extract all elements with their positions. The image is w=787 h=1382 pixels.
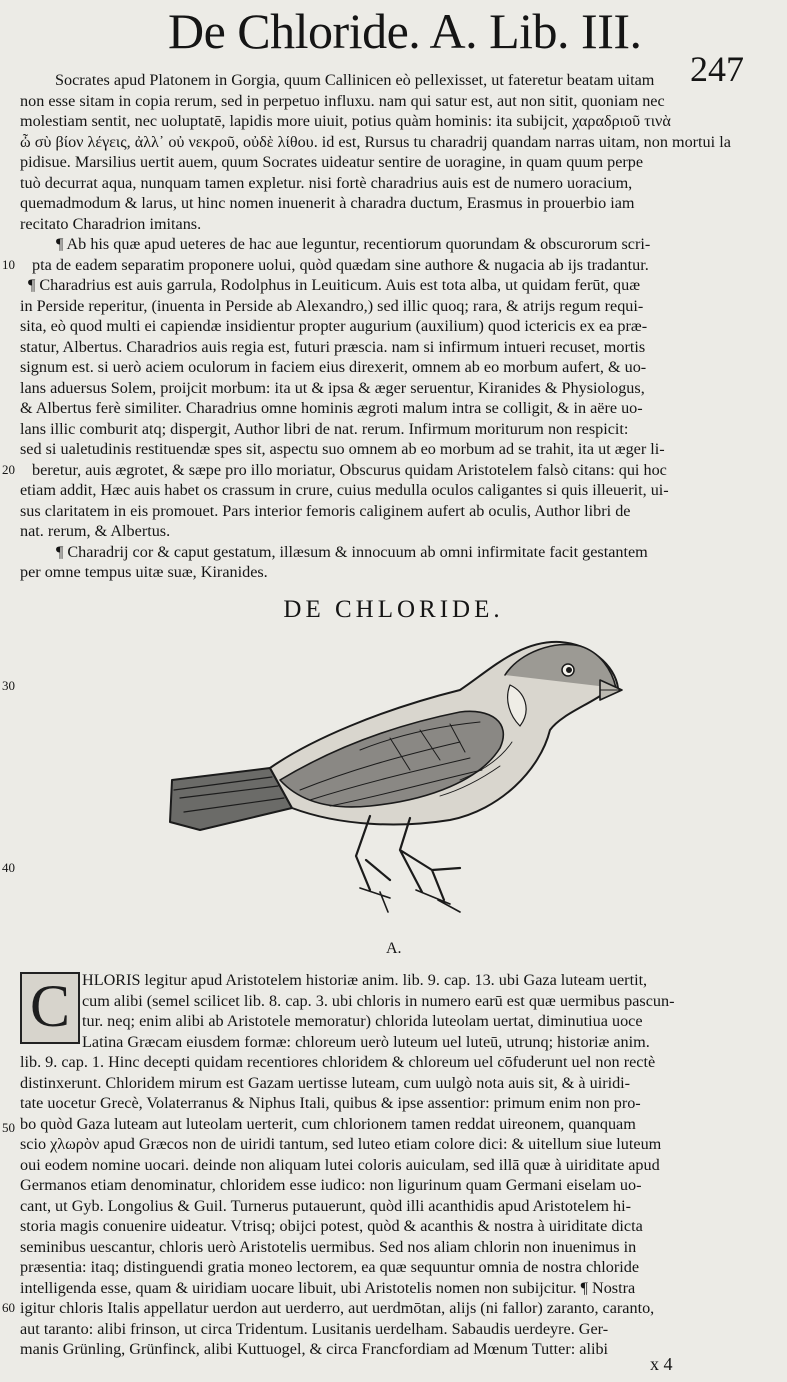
text-line: nat. rerum, & Albertus.	[20, 522, 171, 540]
figure-caption: A.	[386, 940, 402, 957]
text-line: aut taranto: alibi frinson, ut circa Tridentum. Lusitanis uerdelham. Sabaudis uerdeyre. Ger-	[20, 1319, 609, 1338]
text-line: Latina Græcam eiusdem formæ: chloreum uerò luteum uel luteū, utrunq; historiæ anim.	[82, 1032, 650, 1051]
text-line: cum alibi (semel scilicet lib. 8. cap. 3. ubi chloris in numero earū est quæ uermibus pascun-	[82, 991, 675, 1010]
text-line: cant, ut Gyb. Longolius & Guil. Turnerus putauerunt, quòd illi acanthidis apud Aristotelem hi-	[20, 1196, 632, 1215]
margin-line-number: 40	[2, 860, 15, 875]
page-number: 247	[690, 49, 744, 89]
margin-line-number: 20	[2, 462, 15, 477]
text-line: seminibus uescantur, chloris uerò Aristotelis uermibus. Sed nos aliam chlorin non inuenimus in	[20, 1237, 637, 1256]
text-line: HLORIS legitur apud Aristotelem historiæ anim. lib. 9. cap. 13. ubi Gaza luteam uertit,	[82, 971, 648, 989]
text-line: lans aduersus Solem, proijcit morbum: ita ut & ipsa & æger seruentur, Kiranides & Physiologus,	[20, 378, 645, 397]
section-heading: DE CHLORIDE.	[283, 596, 504, 623]
decorated-initial	[20, 972, 80, 1044]
margin-line-number: 60	[2, 1300, 15, 1315]
page-title: De Chloride. A. Lib. III.	[168, 3, 642, 59]
chloris-text-block	[20, 1052, 772, 1360]
margin-line-number: 10	[2, 257, 15, 272]
text-line: ὦ σὺ βίον λέγεις, ἀλλ᾽ οὐ νεκροῦ, οὐδὲ λίθου. id est, Rursus tu charadrij quandam narras uitam, non mortui la	[20, 132, 731, 151]
text-line: manis Grünling, Grünfinck, alibi Kuttuogel, & circa Francfordiam ad Mœnum Tutter: alibi	[20, 1340, 609, 1358]
text-line: tate uocetur Grecè, Volaterranus & Niphus Itali, quibus & ipse assentior: primum enim non pro-	[20, 1094, 641, 1112]
text-line: intelligenda esse, quam & uiridiam uocare libuit, ubi Aristotelis nomen non subijcitur. ¶ Nostra	[20, 1278, 636, 1297]
text-line: Socrates apud Platonem in Gorgia, quum Callinicen eò pellexisset, ut fateretur beatam uitam	[55, 71, 655, 89]
text-line: tuò decurrat aqua, nunquam tamen expletur. nisi fortè charadrius auis est de numero uoracium,	[20, 173, 633, 192]
charadrius-text-block	[20, 70, 772, 583]
chloris-woodcut-illustration	[160, 630, 630, 920]
text-line: non esse sitam in copia rerum, sed in perpetuo influxu. nam qui satur est, aut non sitit, quoniam nec	[20, 91, 665, 110]
text-line: sita, eò quod multi ei capiendæ insidientur propter augurium (auxilium) quod ictericis ex ea præ-	[20, 317, 648, 335]
text-line: pta de eadem separatim proponere uolui, quòd quædam sine authore & nugacia ab ijs tradantur.	[32, 255, 649, 274]
text-line: oui eodem nomine uocari. deinde non aliquam lutei coloris auiculam, sed illā quæ à uiriditate apud	[20, 1155, 660, 1174]
text-line: quemadmodum & larus, ut hinc nomen inuenerit à charadra ductum, Erasmus in prouerbio iam	[20, 194, 635, 212]
text-line: lans illic comburit atq; dispergit, Author libri de nat. rerum. Infirmum moriturum non respicit:	[20, 419, 629, 438]
text-line: ¶ Charadrij cor & caput gestatum, illæsum & innocuum ab omni infirmitate facit gestantem	[56, 542, 648, 561]
chloris-opening-lines	[82, 970, 772, 1052]
text-line: distinxerunt. Chloridem mirum est Gazam uertisse luteam, cum uulgò nota auis sit, & à uiridi-	[20, 1073, 631, 1092]
text-line: etiam addit, Hæc auis habet os crassum in crure, cuius medulla oculos caligantes si quis illeuerit, ui-	[20, 481, 669, 499]
text-line: sed si ualetudinis restituendæ spes sit, aspectu suo omnem ab eo morbum ad se trahit, ita ut æger li-	[20, 440, 665, 458]
text-line: lib. 9. cap. 1. Hinc decepti quidam recentiores chloridem & chloreum uel cōfuderunt uel non rectè	[20, 1053, 656, 1071]
text-line: in Perside reperitur, (inuenta in Perside ab Alexandro,) sed illic quoq; rara, & atrijs regum requi-	[20, 296, 644, 315]
text-line: Germanos etiam denominatur, chloridem esse iudico: non ligurinum quam Germani eiselam uo-	[20, 1176, 642, 1194]
text-line: storia magis conuenire uideatur. Vtrisq; obijci potest, quòd & acanthis & nostra à uiriditate dicta	[20, 1217, 643, 1235]
text-line: bo quòd Gaza luteam aut luteolam uerterit, cum chlorionem tamen reddat uireonem, quanquam	[20, 1114, 636, 1133]
text-line: præsentia: itaq; distinguendi gratia moneo lectorem, ea quæ sequuntur omnia de nostra chloride	[20, 1258, 640, 1276]
text-line: ¶ Charadrius est auis garrula, Rodolphus in Leuiticum. Auis est tota alba, ut quidam ferūt, quæ	[28, 276, 641, 294]
text-line: ¶ Ab his quæ apud ueteres de hac aue leguntur, recentiorum quorundam & obscurorum scri-	[56, 235, 651, 253]
text-line: sus claritatem in eis promouet. Pars interior femoris caliginem aufert ab oculis, Author libri de	[20, 501, 631, 520]
text-line: statur, Albertus. Charadrios auis regia est, futuri præscia. nam si infirmum intueri recuset, mortis	[20, 337, 646, 356]
signature-mark: x 4	[650, 1354, 673, 1374]
text-line: molestiam sentit, nec uoluptatē, lapidis more uiuit, potius quàm hominis: ita subijcit, χαραδριοῦ τινὰ	[20, 112, 671, 130]
text-line: pidisue. Marsilius uertit auem, quum Socrates uideatur sentire de uoragine, in quam quum perpe	[20, 153, 644, 171]
text-line: igitur chloris Italis appellatur uerdon aut uerderro, aut uerdmōtan, alijs (ni fallor) zaranto, caranto,	[20, 1299, 655, 1317]
margin-line-number: 30	[2, 678, 15, 693]
text-line: scio χλωρὸν apud Græcos non de uiridi tantum, sed luteo etiam colore dici: & uitellum siue luteum	[20, 1135, 662, 1153]
text-line: beretur, auis ægrotet, & sæpe pro illo moriatur, Obscurus quidam Aristotelem falsò citans: qui hoc	[32, 460, 667, 479]
text-line: & Albertus ferè similiter. Charadrius omne hominis ægroti malum intra se colligit, & in aëre uo-	[20, 399, 643, 417]
margin-line-number: 50	[2, 1120, 15, 1135]
text-line: per omne tempus uitæ suæ, Kiranides.	[20, 563, 268, 581]
text-line: tur. neq; enim alibi ab Aristotele memoratur) chlorida luteolam uertat, diminutiua uoce	[82, 1012, 643, 1030]
text-line: recitato Charadrion imitans.	[20, 214, 202, 233]
initial-letter: C	[30, 973, 71, 1039]
text-line: signum est. si uerò aciem oculorum in faciem eius direxerit, omnem ab eo morbum aufert, & uo-	[20, 358, 647, 376]
